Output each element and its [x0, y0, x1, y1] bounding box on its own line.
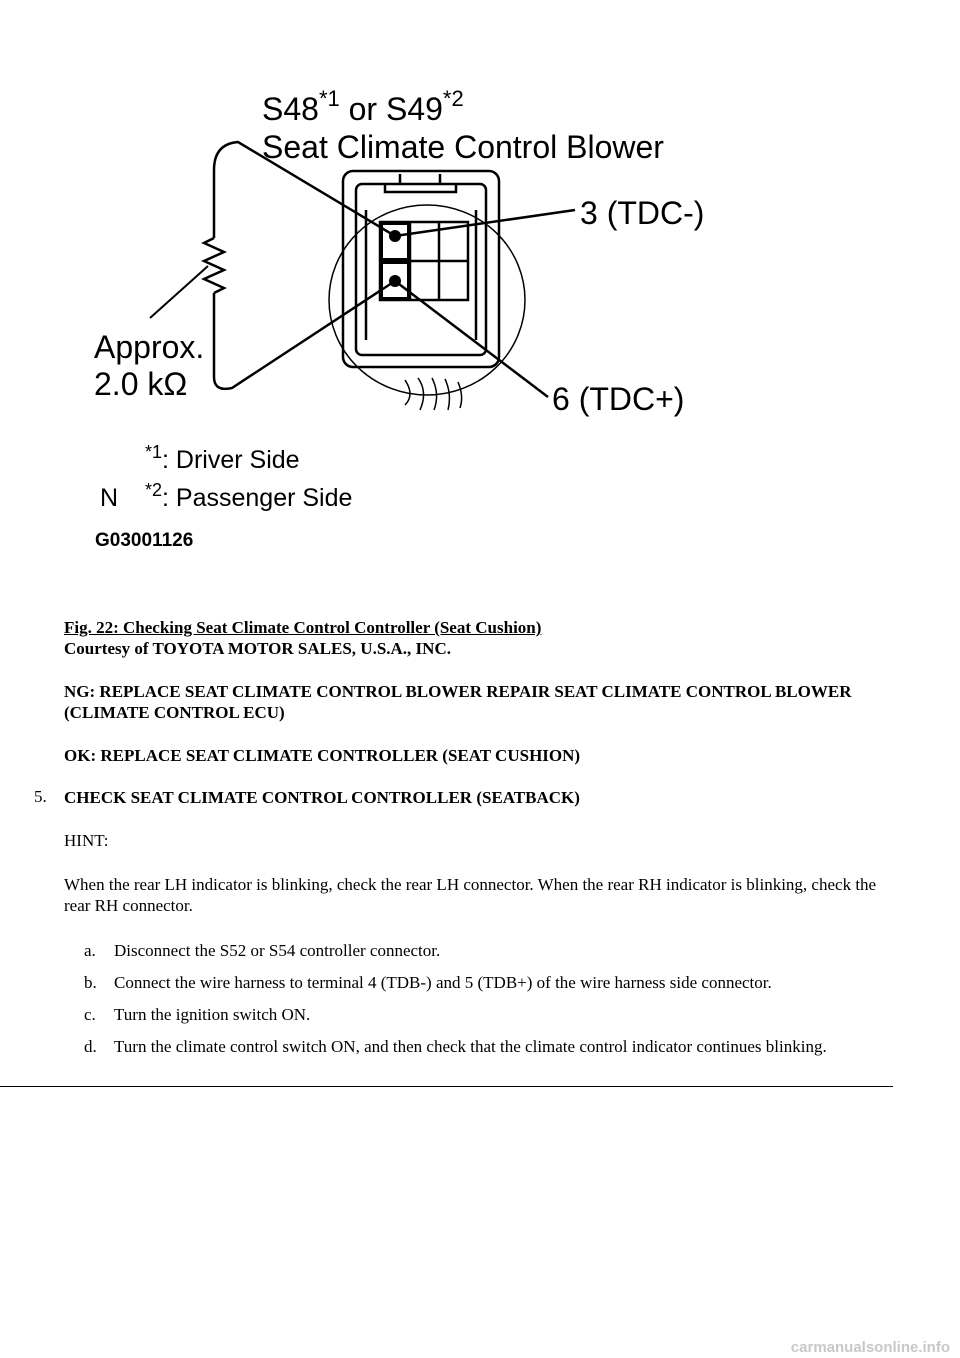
approx-label: Approx.: [94, 329, 205, 365]
substep-text: Turn the climate control switch ON, and then check that the climate control indicator continues blinking.: [114, 1037, 827, 1056]
substep-list: [64, 940, 904, 1068]
figure-caption-title: Fig. 22: Checking Seat Climate Control Controller (Seat Cushion): [64, 618, 542, 637]
connector-housing: [329, 171, 525, 395]
connector-diagram: [0, 0, 960, 600]
substep-label: a.: [84, 941, 96, 960]
substep-label: d.: [84, 1037, 97, 1056]
substep-text: Disconnect the S52 or S54 controller connector.: [114, 941, 441, 960]
connector-title-line2: Seat Climate Control Blower: [262, 129, 664, 165]
substep-text: Turn the ignition switch ON.: [114, 1005, 311, 1024]
pin3-label: 3 (TDC-): [580, 195, 705, 231]
substep-label: b.: [84, 973, 97, 992]
ok-result: OK: REPLACE SEAT CLIMATE CONTROLLER (SEAT CUSHION): [64, 746, 581, 765]
page-divider: [0, 1086, 893, 1087]
ng-result: NG: REPLACE SEAT CLIMATE CONTROL BLOWER REPAIR SEAT CLIMATE CONTROL BLOWER (CLIMATE CONTROL ECU): [64, 682, 852, 722]
hint-label: HINT:: [64, 831, 109, 850]
substep-text: Connect the wire harness to terminal 4 (TDB-) and 5 (TDB+) of the wire harness side connector.: [114, 973, 772, 992]
figure-caption-courtesy: Courtesy of TOYOTA MOTOR SALES, U.S.A., INC.: [64, 639, 451, 658]
substep-item: [64, 1036, 904, 1057]
step-title: CHECK SEAT CLIMATE CONTROL CONTROLLER (SEATBACK): [64, 788, 580, 807]
pin6-label: 6 (TDC+): [552, 381, 685, 417]
step-number: 5.: [34, 787, 47, 806]
watermark: carmanualsonline.info: [790, 1339, 950, 1356]
substep-label: c.: [84, 1005, 96, 1024]
note-passenger: N *2: Passenger Side: [100, 480, 353, 512]
substep-item: [64, 1004, 904, 1025]
figure-code: G03001126: [95, 530, 194, 551]
substep-item: [64, 972, 904, 993]
note-driver: $^{*1}$: Driver Side: [145, 442, 300, 474]
connector-title-line1: S48$^{*1}$ or S49$^{*2}$: [262, 86, 464, 127]
resistance-label: 2.0 kΩ: [94, 366, 188, 402]
substep-item: [64, 940, 904, 961]
resistor-symbol: [204, 238, 224, 293]
hint-text: When the rear LH indicator is blinking, check the rear LH connector. When the rear RH indicator is blinking, check the rear RH connector.: [64, 875, 877, 915]
approx-leader: [150, 266, 208, 318]
probe-lead-bottom: [214, 281, 395, 389]
